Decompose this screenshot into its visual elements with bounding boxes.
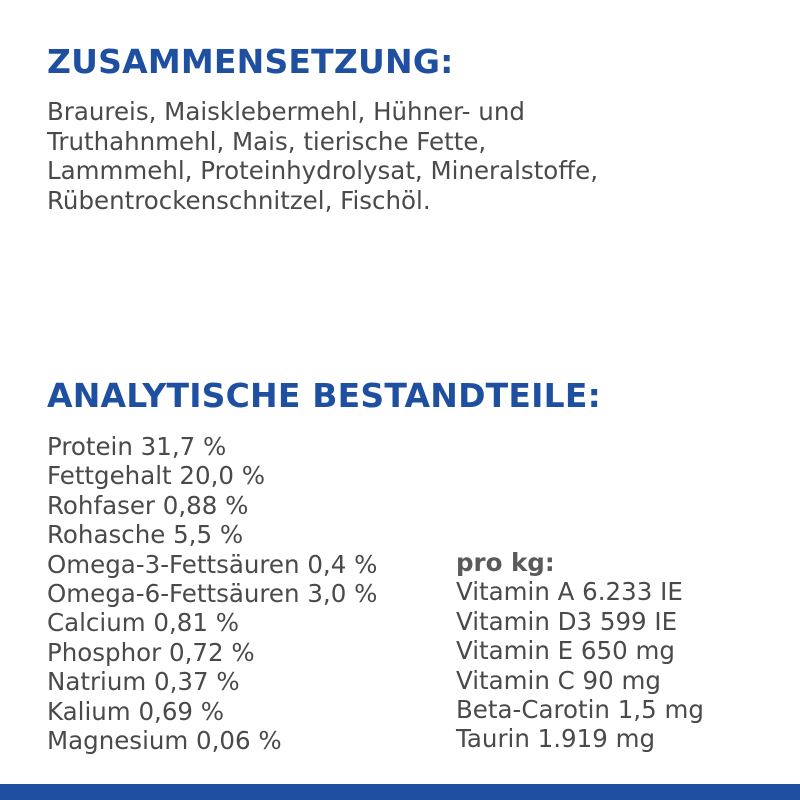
bottom-accent-bar — [0, 784, 800, 800]
composition-line: Truthahnmehl, Mais, tierische Fette, — [47, 126, 487, 156]
per-kg-label: pro kg: — [456, 548, 555, 577]
constituent-item: Calcium 0,81 % — [47, 608, 240, 638]
composition-heading: ZUSAMMENSETZUNG: — [47, 42, 454, 81]
per-kg-list — [456, 548, 704, 754]
vitamin-item: Vitamin C 90 mg — [456, 665, 661, 695]
constituent-item: Fettgehalt 20,0 % — [47, 461, 266, 491]
vitamin-item: Vitamin E 650 mg — [456, 636, 675, 666]
constituent-item: Rohasche 5,5 % — [47, 520, 244, 550]
composition-text — [47, 97, 598, 215]
constituent-item: Magnesium 0,06 % — [47, 726, 282, 756]
constituent-item: Phosphor 0,72 % — [47, 637, 255, 667]
analytical-constituents-heading: ANALYTISCHE BESTANDTEILE: — [47, 376, 601, 415]
composition-line: Braureis, Maisklebermehl, Hühner- und — [47, 97, 525, 126]
constituent-item: Natrium 0,37 % — [47, 667, 240, 697]
vitamin-item: Beta-Carotin 1,5 mg — [456, 695, 704, 725]
composition-line: Rübentrockenschnitzel, Fischöl. — [47, 185, 431, 215]
vitamin-item: Vitamin A 6.233 IE — [456, 577, 683, 607]
constituent-item: Omega-6-Fettsäuren 3,0 % — [47, 579, 378, 609]
vitamin-item: Vitamin D3 599 IE — [456, 606, 678, 636]
constituent-item: Protein 31,7 % — [47, 432, 227, 461]
vitamin-item: Taurin 1.919 mg — [456, 724, 655, 754]
constituent-item: Kalium 0,69 % — [47, 696, 225, 726]
constituent-item: Rohfaser 0,88 % — [47, 490, 249, 520]
constituents-list — [47, 432, 377, 755]
composition-line: Lammmehl, Proteinhydrolysat, Mineralstoffe, — [47, 156, 599, 185]
constituent-item: Omega-3-Fettsäuren 0,4 % — [47, 549, 378, 579]
